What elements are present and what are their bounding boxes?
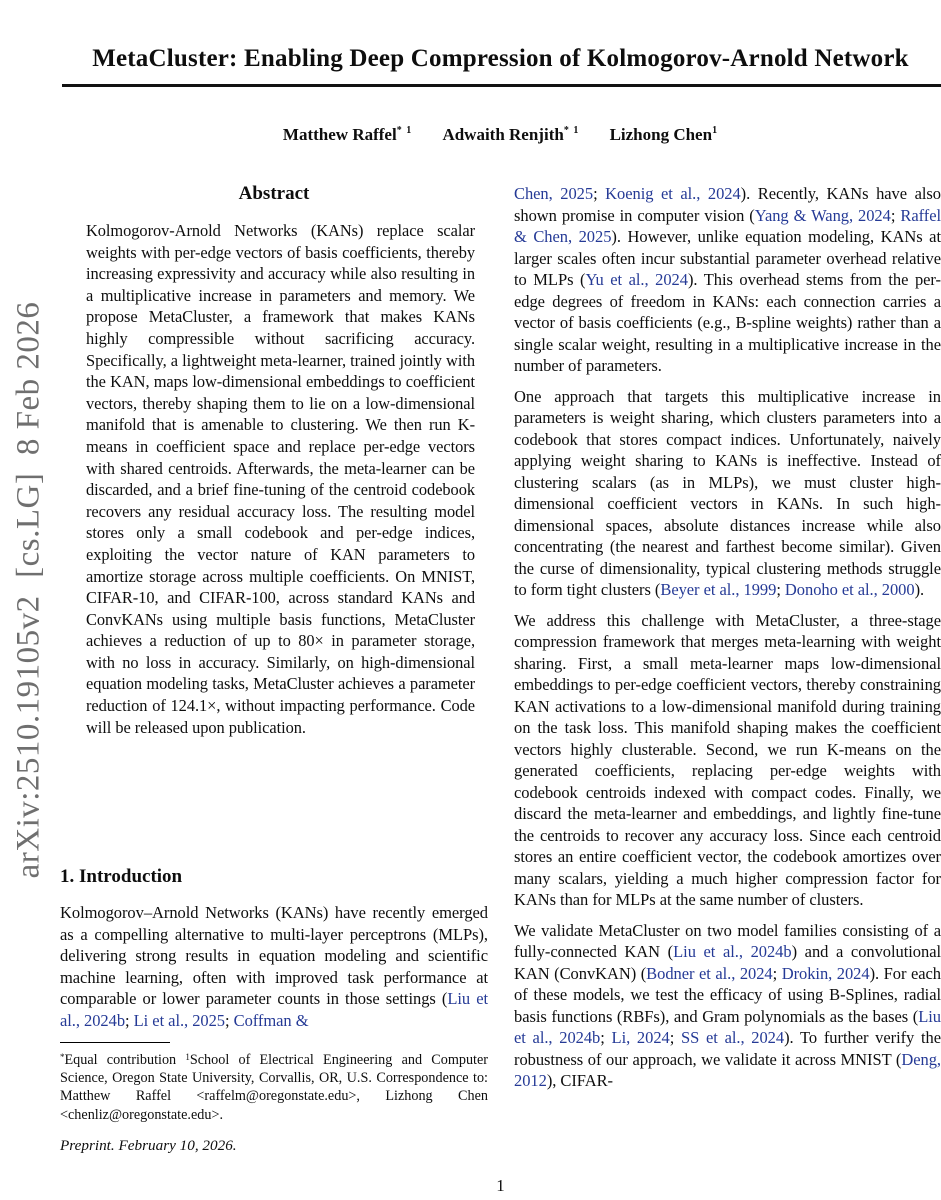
- body-paragraph: [514, 610, 941, 911]
- text-segment: Adwaith Renjith: [442, 125, 564, 144]
- citation-link[interactable]: Drokin, 2024: [781, 963, 870, 983]
- citation-link[interactable]: Koenig et al., 2024: [605, 184, 741, 203]
- text-segment: 1: [712, 125, 719, 136]
- author-list: [60, 125, 941, 145]
- text-segment: ;: [776, 580, 785, 599]
- text-segment: Kolmogorov–Arnold Networks (KANs) have recently emerged as a compelling alternative to multi-layer perceptrons (MLPs), delivering strong results in equation modeling and scientific machine learning, often with improved task performance at comparable or lower parameter counts in those settings (: [60, 903, 488, 1008]
- citation-link[interactable]: Bodner et al., 2024: [646, 963, 773, 983]
- abstract-paragraph: Kolmogorov-Arnold Networks (KANs) replace scalar weights with per-edge vectors of basis coefficients, thereby increasing expressivity and accuracy while also resulting in a multiplicative increase in parameters and memory. We propose MetaCluster, a framework that makes KANs highly compressible without sacrificing accuracy. Specifically, a lightweight meta-learner, trained jointly with the KAN, maps low-dimensional embeddings to coefficient vectors, thereby shaping them to lie on a low-dimensional manifold that is amenable to clustering. We then run K-means in coefficient space and replace per-edge vectors with shared centroids. Afterwards, the meta-learner can be discarded, and a brief fine-tuning of the centroid codebook recovers any residual accuracy loss. The resulting model stores only a small codebook and per-edge indices, exploiting the vector nature of KAN parameters to amortize storage across multiple coefficients. On MNIST, CIFAR-10, and CIFAR-100, across standard KANs and ConvKANs using multiple basis functions, MetaCluster achieves a reduction of up to 80× in parameter storage, with no loss in accuracy. Similarly, on high-dimensional equation modeling tasks, MetaCluster achieves a parameter reduction of 124.1×, without impacting performance. Code will be released upon publication.: [86, 221, 475, 737]
- abstract-heading: Abstract: [238, 183, 310, 204]
- text-segment: ;: [600, 1028, 612, 1047]
- citation-link[interactable]: Yang & Wang, 2024: [754, 205, 891, 225]
- text-segment: School of Electrical Engineering and Computer Science, Oregon State University, Corvallis, OR, U.S. Correspondence to: Matthew Raffel <raffelm@oregonstate.edu>, Lizhong Chen <chenliz@oregonstate.edu>.: [60, 1052, 489, 1123]
- citation-link[interactable]: Donoho et al., 2000: [784, 580, 915, 599]
- text-segment: ).: [914, 580, 925, 599]
- introduction-section: [60, 866, 488, 1031]
- footnote-divider: [60, 1042, 170, 1043]
- text-segment: Lizhong Chen: [609, 125, 713, 144]
- text-segment: ). To further verify the robustness of our approach, we validate it across MNIST (: [514, 1028, 941, 1069]
- text-segment: ;: [772, 963, 782, 983]
- text-segment: *: [60, 1052, 65, 1062]
- text-segment: ). For each of these models, we test the efficacy of using B-Splines, radial basis functions (RBFs), and Gram polynomials as the bases (: [514, 963, 941, 1026]
- title-divider: [62, 84, 941, 87]
- introduction-paragraph: [60, 902, 488, 1031]
- text-segment: ) and a convolutional KAN (ConvKAN) (: [514, 942, 941, 983]
- arxiv-sidebar-label: arXiv:2510.19105v2 [cs.LG] 8 Feb 2026: [10, 301, 47, 879]
- citation-link[interactable]: Beyer et al., 1999: [660, 580, 777, 599]
- citation-link[interactable]: Yu et al., 2024: [585, 270, 688, 289]
- footnote-block: [60, 1042, 488, 1155]
- citation-link[interactable]: Li, 2024: [611, 1028, 670, 1047]
- text-segment: * 1: [563, 125, 580, 136]
- footnote-text: [60, 1048, 488, 1124]
- text-segment: We address this challenge with MetaCluster, a three-stage compression framework that merges meta-learning with weight sharing. First, a small meta-learner maps low-dimensional embeddings to per-edge coefficient vectors, thereby constraining KAN activations to a low-dimensional manifold during training on the task loss. This manifold shaping makes the coefficient vectors highly clusterable. Second, we run K-means on the generated coefficients, replacing per-edge weights with codebook centroids indexed with compact codes. Finally, we discard the meta-learner and embeddings, and lightly fine-tune the centroids to recover any accuracy loss. Since each centroid stores an entire coefficient vector, the codebook amortizes over many scalars, yielding a much higher compression factor for KANs than for MLPs at the same number of clusters.: [514, 610, 941, 909]
- author-name: [442, 125, 579, 144]
- text-segment: ;: [593, 184, 606, 203]
- right-column: [514, 183, 941, 1092]
- citation-link[interactable]: Raffel & Chen, 2025: [514, 205, 941, 246]
- citation-link[interactable]: Chen, 2025: [514, 184, 594, 203]
- text-segment: ). This overhead stems from the per-edge degrees of freedom in KANs: each connection carries a vector of basis coefficients (e.g., B-spline weights) rather than a single scalar weight, resulting in a multiplicative increase in the number of parameters.: [514, 270, 941, 375]
- citation-link[interactable]: Liu et al., 2024b: [673, 942, 792, 961]
- text-segment: Matthew Raffel: [282, 125, 397, 144]
- body-paragraph: [514, 386, 941, 601]
- preprint-notice: Preprint. February 10, 2026.: [60, 1136, 237, 1154]
- text-segment: We validate MetaCluster on two model families consisting of a fully-connected KAN (: [514, 920, 941, 961]
- author-name: [283, 125, 412, 144]
- text-segment: ;: [125, 1010, 134, 1030]
- text-segment: ;: [669, 1028, 682, 1047]
- citation-link[interactable]: Deng, 2012: [514, 1049, 941, 1090]
- body-paragraph: [514, 920, 941, 1092]
- text-segment: One approach that targets this multiplicative increase in parameters is weight sharing, which clusters parameters into a codebook that stores compact indices. Unfortunately, naively applying weight sharing to KANs is ineffective. Instead of clustering scalars (as in MLPs), we must cluster high-dimensional coefficient vectors in KANs. In such high-dimensional spaces, absolute distances increase while also concentrating (the nearest and farthest become similar). Given the curse of dimensionality, typical clustering methods struggle to form tight clusters (: [514, 386, 941, 599]
- abstract-section: [60, 183, 488, 738]
- citation-link[interactable]: Liu et al., 2024b: [60, 989, 489, 1030]
- page-title: MetaCluster: Enabling Deep Compression of Kolmogorov-Arnold Network: [92, 44, 909, 72]
- text-segment: ), CIFAR-: [546, 1071, 613, 1090]
- text-segment: ;: [890, 205, 901, 225]
- text-segment: * 1: [396, 125, 413, 136]
- citation-link[interactable]: Coffman &: [233, 1010, 309, 1030]
- page-number: 1: [496, 1176, 505, 1195]
- text-segment: ;: [225, 1010, 234, 1030]
- text-segment: 1: [185, 1052, 190, 1062]
- citation-link[interactable]: SS et al., 2024: [681, 1028, 785, 1047]
- introduction-heading: 1. Introduction: [60, 866, 183, 887]
- author-name: [610, 125, 719, 144]
- text-segment: ). However, unlike equation modeling, KANs at larger scales often incur substantial parameter overhead relative to MLPs (: [514, 227, 941, 289]
- text-segment: ). Recently, KANs have also shown promise in computer vision (: [514, 184, 941, 225]
- citation-link[interactable]: Liu et al., 2024b: [514, 1006, 941, 1047]
- text-segment: Equal contribution: [64, 1052, 186, 1068]
- body-paragraph: [514, 183, 941, 377]
- citation-link[interactable]: Li et al., 2025: [133, 1010, 226, 1030]
